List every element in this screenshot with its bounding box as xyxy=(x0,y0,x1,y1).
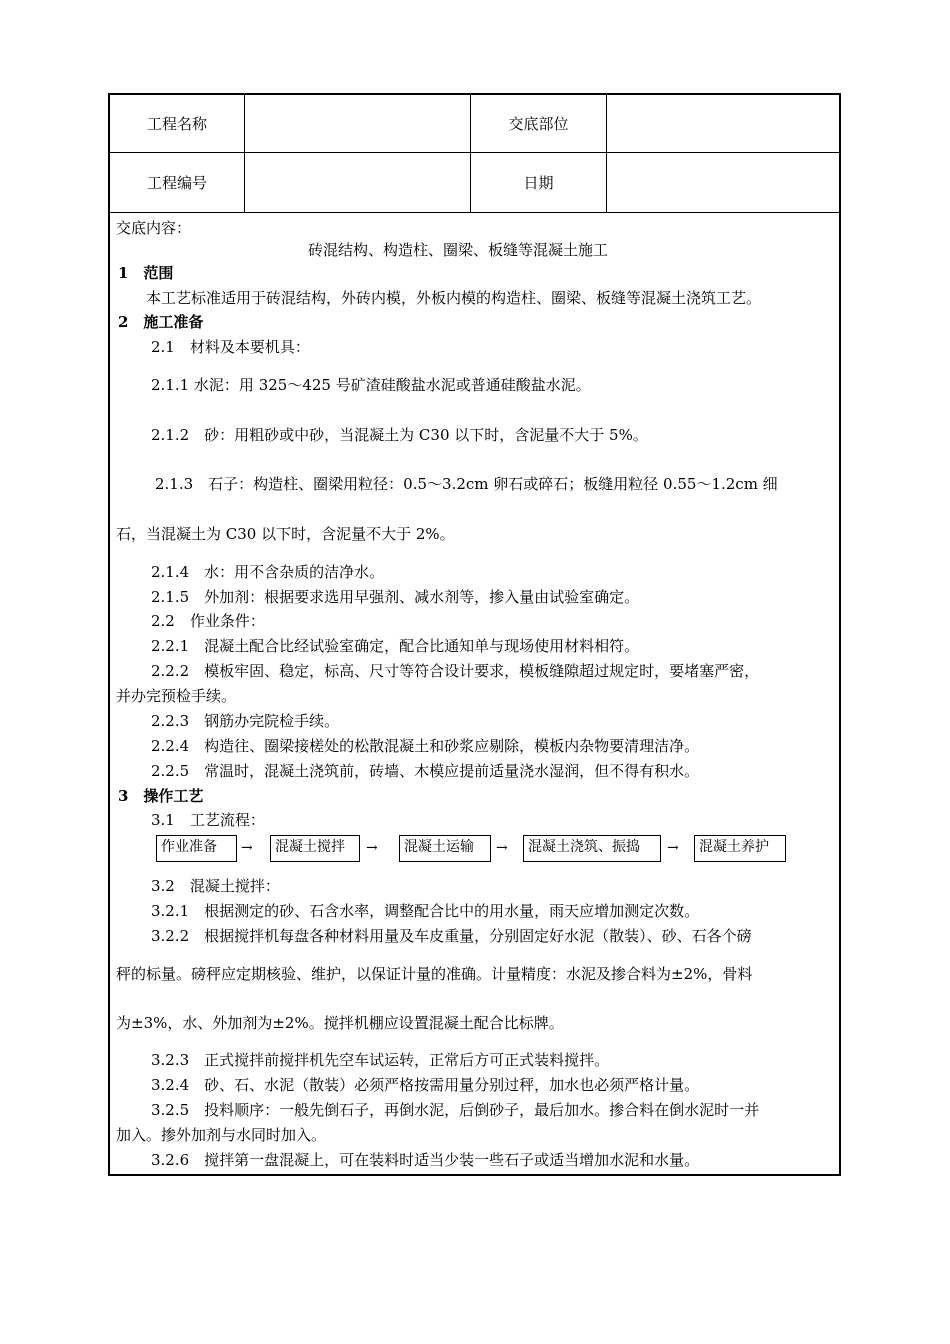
flow-arrow-3: → xyxy=(496,840,508,856)
section-2-1-3-line2: 石，当混凝土为 C30 以下时，含泥量不大于 2%。 xyxy=(116,525,455,543)
project-name-label: 工程名称 xyxy=(146,115,207,133)
section-2-1: 2.1 材料及本要机具： xyxy=(151,338,310,356)
flow-step-prepare: 作业准备 xyxy=(156,835,237,862)
section-3-2: 3.2 混凝土搅拌： xyxy=(151,877,280,895)
section-3-2-2-line2: 秤的标量。磅秤应定期核验、维护，以保证计量的准确。计量精度：水泥及掺合料为±2%，骨料 xyxy=(116,965,753,983)
header-bottom-divider xyxy=(108,212,841,213)
section-2-2: 2.2 作业条件： xyxy=(151,612,265,630)
section-3-2-3: 3.2.3 正式搅拌前搅拌机先空车试运转，正常后方可正式装料搅拌。 xyxy=(151,1051,610,1069)
section-2-1-3-line1: 2.1.3 石子：构造柱、圈梁用粒径：0.5～3.2cm 卵石或碎石；板缝用粒径 0.55～1.2cm 细 xyxy=(155,475,778,493)
project-no-label: 工程编号 xyxy=(146,174,207,192)
content-label: 交底内容： xyxy=(116,219,192,237)
flow-arrow-2: → xyxy=(366,840,378,856)
section-3-heading: 3 操作工艺 xyxy=(118,787,204,805)
flow-step-mixing: 混凝土搅拌 xyxy=(270,835,360,862)
section-2-heading: 2 施工准备 xyxy=(118,313,204,331)
flow-arrow-1: → xyxy=(241,840,253,856)
date-value[interactable] xyxy=(607,153,839,212)
section-2-1-2: 2.1.2 砂：用粗砂或中砂，当混凝土为 C30 以下时，含泥量不大于 5%。 xyxy=(151,426,648,444)
section-2-1-5: 2.1.5 外加剂：根据要求选用早强剂、减水剂等，掺入量由试验室确定。 xyxy=(151,588,640,606)
section-3-2-2-line3: 为±3%，水、外加剂为±2%。搅拌机棚应设置混凝土配合比标牌。 xyxy=(116,1014,564,1032)
section-1-paragraph: 本工艺标准适用于砖混结构，外砖内模，外板内模的构造柱、圈梁、板缝等混凝土浇筑工艺。 xyxy=(146,289,762,307)
location-value[interactable] xyxy=(607,95,839,152)
section-2-2-4: 2.2.4 构造往、圈梁接槎处的松散混凝土和砂浆应剔除，模板内杂物要清理洁净。 xyxy=(151,737,700,755)
flow-step-transport: 混凝土运输 xyxy=(399,835,491,862)
section-2-2-2-line1: 2.2.2 模板牢固、稳定，标高、尺寸等符合设计要求，模板缝隙超过规定时，要堵塞严密， xyxy=(151,662,760,680)
section-3-2-5-line1: 3.2.5 投料顺序：一般先倒石子，再倒水泥，后倒砂子，最后加水。掺合料在倒水泥时一并 xyxy=(151,1101,760,1119)
section-3-2-6: 3.2.6 搅拌第一盘混凝上，可在装料时适当少装一些石子或适当增加水泥和水量。 xyxy=(151,1151,700,1169)
section-3-2-4: 3.2.4 砂、石、水泥（散装）必须严格按需用量分别过秤，加水也必须严格计量。 xyxy=(151,1076,700,1094)
section-2-2-5: 2.2.5 常温时，混凝土浇筑前，砖墙、木模应提前适量浇水湿润，但不得有积水。 xyxy=(151,762,700,780)
section-3-2-1: 3.2.1 根据测定的砂、石含水率，调整配合比中的用水量，雨天应增加测定次数。 xyxy=(151,902,700,920)
section-3-1: 3.1 工艺流程： xyxy=(151,811,265,829)
section-2-2-1: 2.2.1 混凝土配合比经试验室确定，配合比通知单与现场使用材料相符。 xyxy=(151,637,640,655)
flow-step-pouring: 混凝土浇筑、振捣 xyxy=(523,835,661,862)
flow-arrow-4: → xyxy=(667,840,679,856)
flow-step-curing: 混凝土养护 xyxy=(694,835,786,862)
section-1-heading: 1 范围 xyxy=(118,264,174,282)
section-3-2-2-line1: 3.2.2 根据搅拌机每盘各种材料用量及车皮重量，分别固定好水泥（散装）、砂、石各个磅 xyxy=(151,927,752,945)
date-label: 日期 xyxy=(523,174,554,192)
location-label: 交底部位 xyxy=(508,115,569,133)
section-2-1-4: 2.1.4 水：用不含杂质的洁净水。 xyxy=(151,563,385,581)
project-no-value[interactable] xyxy=(245,153,470,212)
project-name-value[interactable] xyxy=(245,95,470,152)
section-3-2-5-line2: 加入。掺外加剂与水同时加入。 xyxy=(116,1126,327,1144)
section-2-1-1: 2.1.1 水泥：用 325～425 号矿渣硅酸盐水泥或普通硅酸盐水泥。 xyxy=(151,376,591,394)
section-2-2-2-line2: 并办完预检手续。 xyxy=(116,687,237,705)
document-title: 砖混结构、构造柱、圈梁、板缝等混凝土施工 xyxy=(308,241,609,259)
section-2-2-3: 2.2.3 钢筋办完院检手续。 xyxy=(151,712,340,730)
